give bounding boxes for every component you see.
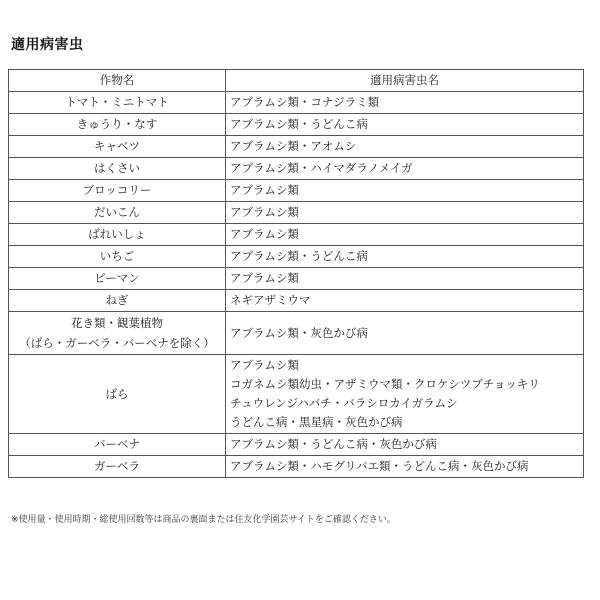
table-row (9, 202, 584, 224)
crop-name: ブロッコリー (9, 180, 226, 202)
pest-names: アブラムシ類・うどんこ病 (226, 246, 584, 268)
table-row (9, 158, 584, 180)
table-row (9, 456, 584, 478)
pest-table (8, 69, 584, 478)
pest-names: アブラムシ類・ハイマダラノメイガ (226, 158, 584, 180)
table-row (9, 355, 584, 434)
table-row (9, 290, 584, 312)
crop-name: トマト・ミニトマト (9, 92, 226, 114)
crop-column-header: 作物名 (9, 70, 226, 92)
crop-name: バーベナ (9, 434, 226, 456)
crop-name: キャベツ (9, 136, 226, 158)
pest-name-line: コガネムシ類幼虫・アザミウマ類・クロケシツブチョッキリ (230, 377, 540, 391)
table-row (9, 434, 584, 456)
pest-names: アブラムシ類 (226, 224, 584, 246)
pest-name-line: チュウレンジハバチ・バラシロカイガラムシ (230, 396, 458, 410)
crop-name-line: （ばら・ガーベラ・バーベナを除く） (19, 336, 215, 350)
pest-names (226, 355, 584, 434)
table-row (9, 224, 584, 246)
pest-names: アブラムシ類 (226, 202, 584, 224)
page-title: 適用病害虫 (11, 37, 84, 53)
footnote: ※使用量・使用時期・総使用回数等は商品の裏面または住友化学園芸サイトをご確認ください。 (11, 515, 396, 525)
crop-name: きゅうり・なす (9, 114, 226, 136)
table-row (9, 312, 584, 355)
pest-names: アブラムシ類・うどんこ病・灰色かび病 (226, 434, 584, 456)
crop-name: いちご (9, 246, 226, 268)
pest-name-line: うどんこ病・黒星病・灰色かび病 (230, 415, 403, 429)
pest-names: アブラムシ類・うどんこ病 (226, 114, 584, 136)
pest-names: アブラムシ類・アオムシ (226, 136, 584, 158)
crop-name: ばら (9, 355, 226, 434)
crop-name: ばれいしょ (9, 224, 226, 246)
table-row (9, 246, 584, 268)
table-row (9, 136, 584, 158)
crop-name: だいこん (9, 202, 226, 224)
crop-name (9, 312, 226, 355)
crop-name: ピーマン (9, 268, 226, 290)
pest-names: ネギアザミウマ (226, 290, 584, 312)
pest-names: アブラムシ類 (226, 180, 584, 202)
pest-names: アブラムシ類 (226, 268, 584, 290)
pest-names: アブラムシ類・ハモグリバエ類・うどんこ病・灰色かび病 (226, 456, 584, 478)
table-row (9, 114, 584, 136)
crop-name: はくさい (9, 158, 226, 180)
crop-name: ガーベラ (9, 456, 226, 478)
pest-names: アブラムシ類・コナジラミ類 (226, 92, 584, 114)
pest-names: アブラムシ類・灰色かび病 (226, 312, 584, 355)
pest-name-line: アブラムシ類 (230, 358, 299, 372)
table-row (9, 180, 584, 202)
crop-name: ねぎ (9, 290, 226, 312)
pest-column-header: 適用病害虫名 (226, 70, 584, 92)
table-header-row (9, 70, 584, 92)
crop-name-line: 花き類・観葉植物 (71, 316, 163, 330)
table-row (9, 268, 584, 290)
table-row (9, 92, 584, 114)
